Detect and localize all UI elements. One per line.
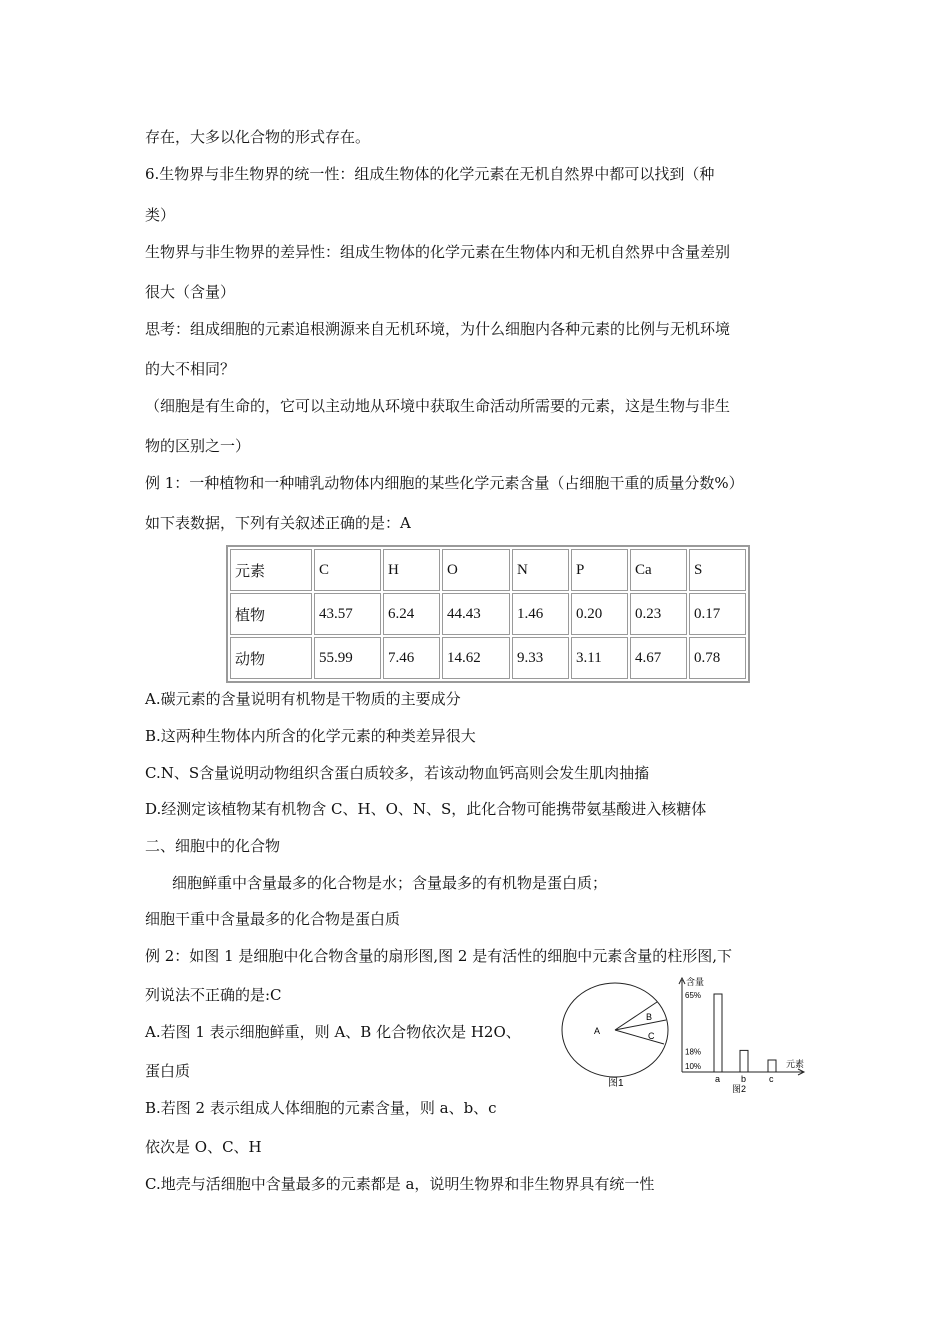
table-cell: 0.20	[571, 593, 628, 635]
element-content-table	[226, 545, 750, 683]
table-cell: 0.78	[689, 637, 746, 679]
table-cell: 1.46	[512, 593, 569, 635]
text-line: 例 2：如图 1 是细胞中化合物含量的扇形图,图 2 是有活性的细胞中元素含量的柱形图,下	[145, 947, 733, 965]
figure-2-bar-chart	[676, 972, 816, 1096]
text-line: 类）	[145, 206, 176, 224]
x-tick-label: c	[769, 1074, 774, 1084]
text-line: （细胞是有生命的，它可以主动地从环境中获取生命活动所需要的元素，这是生物与非生	[145, 397, 731, 415]
figure-1-pie	[560, 978, 670, 1090]
x-tick-label: a	[715, 1074, 721, 1084]
table-cell: 0.17	[689, 593, 746, 635]
table-cell: S	[689, 549, 746, 591]
y-tick-label: 65%	[685, 991, 702, 1000]
text-line: 思考：组成细胞的元素追根溯源来自无机环境，为什么细胞内各种元素的比例与无机环境	[145, 320, 731, 338]
pie-label-c: C	[648, 1031, 655, 1041]
table-row	[230, 593, 746, 635]
text-line: 生物界与非生物界的差异性：组成生物体的化学元素在生物体内和无机自然界中含量差别	[145, 243, 731, 261]
table-cell: N	[512, 549, 569, 591]
table-cell: 55.99	[314, 637, 381, 679]
text-line: 如下表数据，下列有关叙述正确的是：A	[145, 514, 411, 532]
bar-c	[768, 1060, 776, 1072]
x-axis-label: 元素	[786, 1059, 805, 1069]
table-cell: 9.33	[512, 637, 569, 679]
y-tick-label: 18%	[685, 1047, 702, 1057]
text-line: 列说法不正确的是:C	[145, 986, 282, 1004]
text-line: 细胞干重中含量最多的化合物是蛋白质	[145, 910, 401, 928]
text-line: 蛋白质	[145, 1062, 191, 1080]
table-cell: 14.62	[442, 637, 510, 679]
table-cell: C	[314, 549, 381, 591]
table-cell: O	[442, 549, 510, 591]
table-cell: 44.43	[442, 593, 510, 635]
table-cell: 4.67	[630, 637, 687, 679]
table-cell: 3.11	[571, 637, 628, 679]
text-line: 存在，大多以化合物的形式存在。	[145, 128, 371, 146]
text-line: 依次是 O、C、H	[145, 1138, 262, 1156]
text-line: 的大不相同？	[145, 360, 236, 378]
bar-a	[714, 994, 722, 1072]
option-b: B.这两种生物体内所含的化学元素的种类差异很大	[145, 727, 476, 745]
text-line: 6.生物界与非生物界的统一性：组成生物体的化学元素在无机自然界中都可以找到（种	[145, 165, 715, 183]
table-cell: P	[571, 549, 628, 591]
pie-label-a: A	[594, 1026, 601, 1036]
text-line: 物的区别之一）	[145, 437, 251, 455]
text-line: 细胞鲜重中含量最多的化合物是水；含量最多的有机物是蛋白质；	[172, 874, 608, 892]
table-cell: 动物	[230, 637, 312, 679]
table-row	[230, 637, 746, 679]
option-b: B.若图 2 表示组成人体细胞的元素含量，则 a、b、c	[145, 1099, 497, 1117]
y-axis-label: 含量	[686, 977, 705, 987]
table-cell: 7.46	[383, 637, 440, 679]
table-cell: H	[383, 549, 440, 591]
figure-1-caption: 图1	[608, 1078, 624, 1089]
table-cell: 0.23	[630, 593, 687, 635]
table-cell: 43.57	[314, 593, 381, 635]
option-d: D.经测定该植物某有机物含 C、H、O、N、S，此化合物可能携带氨基酸进入核糖体	[145, 800, 707, 818]
section-heading: 二、细胞中的化合物	[145, 837, 281, 855]
figure-2-caption: 图2	[732, 1084, 747, 1094]
y-tick-label: 10%	[685, 1062, 702, 1071]
option-a: A.碳元素的含量说明有机物是干物质的主要成分	[145, 690, 461, 708]
text-line: 例 1：一种植物和一种哺乳动物体内细胞的某些化学元素含量（占细胞干重的质量分数%）	[145, 474, 744, 492]
pie-label-b: B	[646, 1012, 653, 1022]
table-cell: 元素	[230, 549, 312, 591]
bar-b	[740, 1050, 748, 1072]
option-c: C.地壳与活细胞中含量最多的元素都是 a，说明生物界和非生物界具有统一性	[145, 1175, 655, 1193]
option-a: A.若图 1 表示细胞鲜重，则 A、B 化合物依次是 H2O、	[145, 1023, 521, 1041]
x-tick-label: b	[741, 1074, 747, 1084]
text-line: 很大（含量）	[145, 283, 236, 301]
option-c: C.N、S含量说明动物组织含蛋白质较多，若该动物血钙高则会发生肌肉抽搐	[145, 764, 650, 782]
table-cell: 植物	[230, 593, 312, 635]
table-row	[230, 549, 746, 591]
table-cell: Ca	[630, 549, 687, 591]
table-cell: 6.24	[383, 593, 440, 635]
